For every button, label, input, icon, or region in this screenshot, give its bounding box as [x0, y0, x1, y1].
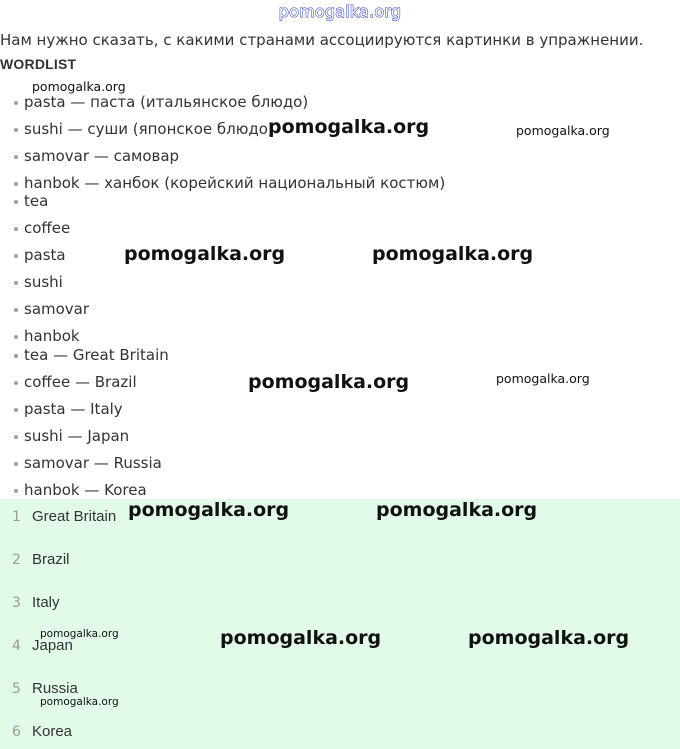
answer-block [0, 499, 680, 749]
watermark: pomogalka.org [40, 696, 119, 708]
answer-text: Russia [32, 680, 78, 697]
watermark: pomogalka.org [496, 371, 590, 386]
answer-text: Italy [32, 594, 60, 611]
list-item: coffee [12, 218, 612, 245]
watermark: pomogalka.org [128, 499, 290, 521]
list-item: samovar — самовар [12, 146, 612, 173]
list-item: sushi [12, 272, 612, 299]
list-item: sushi — суши (японское блюдо) [12, 119, 612, 146]
list-item: tea [12, 191, 612, 218]
answer-number: 3 [12, 595, 21, 611]
answer-text: Great Britain [32, 508, 117, 525]
watermark: pomogalka.org [124, 243, 286, 265]
list-item: samovar [12, 299, 612, 326]
answer-text: Brazil [32, 551, 70, 568]
list-item: sushi — Japan [12, 426, 612, 453]
list-item: hanbok — Korea [12, 480, 612, 499]
list-item: pasta — паста (итальянское блюдо) [12, 92, 612, 119]
watermark: pomogalka.org [248, 371, 410, 393]
watermark: pomogalka.org [468, 627, 630, 649]
wordlist-words [12, 191, 612, 345]
intro-text: Нам нужно сказать, с какими странами ассоциируются картинки в упражнении. [0, 31, 644, 49]
list-item: pasta — Italy [12, 399, 612, 426]
watermark: pomogalka.org [40, 628, 119, 640]
list-item: hanbok — ханбок (корейский национальный костюм) [12, 173, 612, 192]
watermark: pomogalka.org [32, 79, 126, 94]
answer-number: 4 [12, 638, 21, 654]
answer-text: Japan [32, 637, 73, 654]
watermark: pomogalka.org [220, 627, 382, 649]
wordlist-countries [12, 345, 612, 499]
wordlist-heading: WORDLIST [0, 56, 77, 72]
watermark: pomogalka.org [372, 243, 534, 265]
list-item: pasta [12, 245, 612, 272]
list-item: samovar — Russia [12, 453, 612, 480]
answer-number: 2 [12, 552, 21, 568]
watermark: pomogalka.org [516, 123, 610, 138]
answer-number: 6 [12, 724, 21, 740]
site-logo[interactable]: pomogalka.org [278, 2, 402, 21]
list-item: tea — Great Britain [12, 345, 612, 372]
answer-text: Korea [32, 723, 73, 740]
list-item: hanbok [12, 326, 612, 345]
answer-number: 5 [12, 681, 21, 697]
wordlist-translations [12, 92, 612, 192]
watermark: pomogalka.org [268, 116, 430, 138]
watermark: pomogalka.org [376, 499, 538, 521]
answer-number: 1 [12, 509, 21, 525]
list-item: coffee — Brazil [12, 372, 612, 399]
